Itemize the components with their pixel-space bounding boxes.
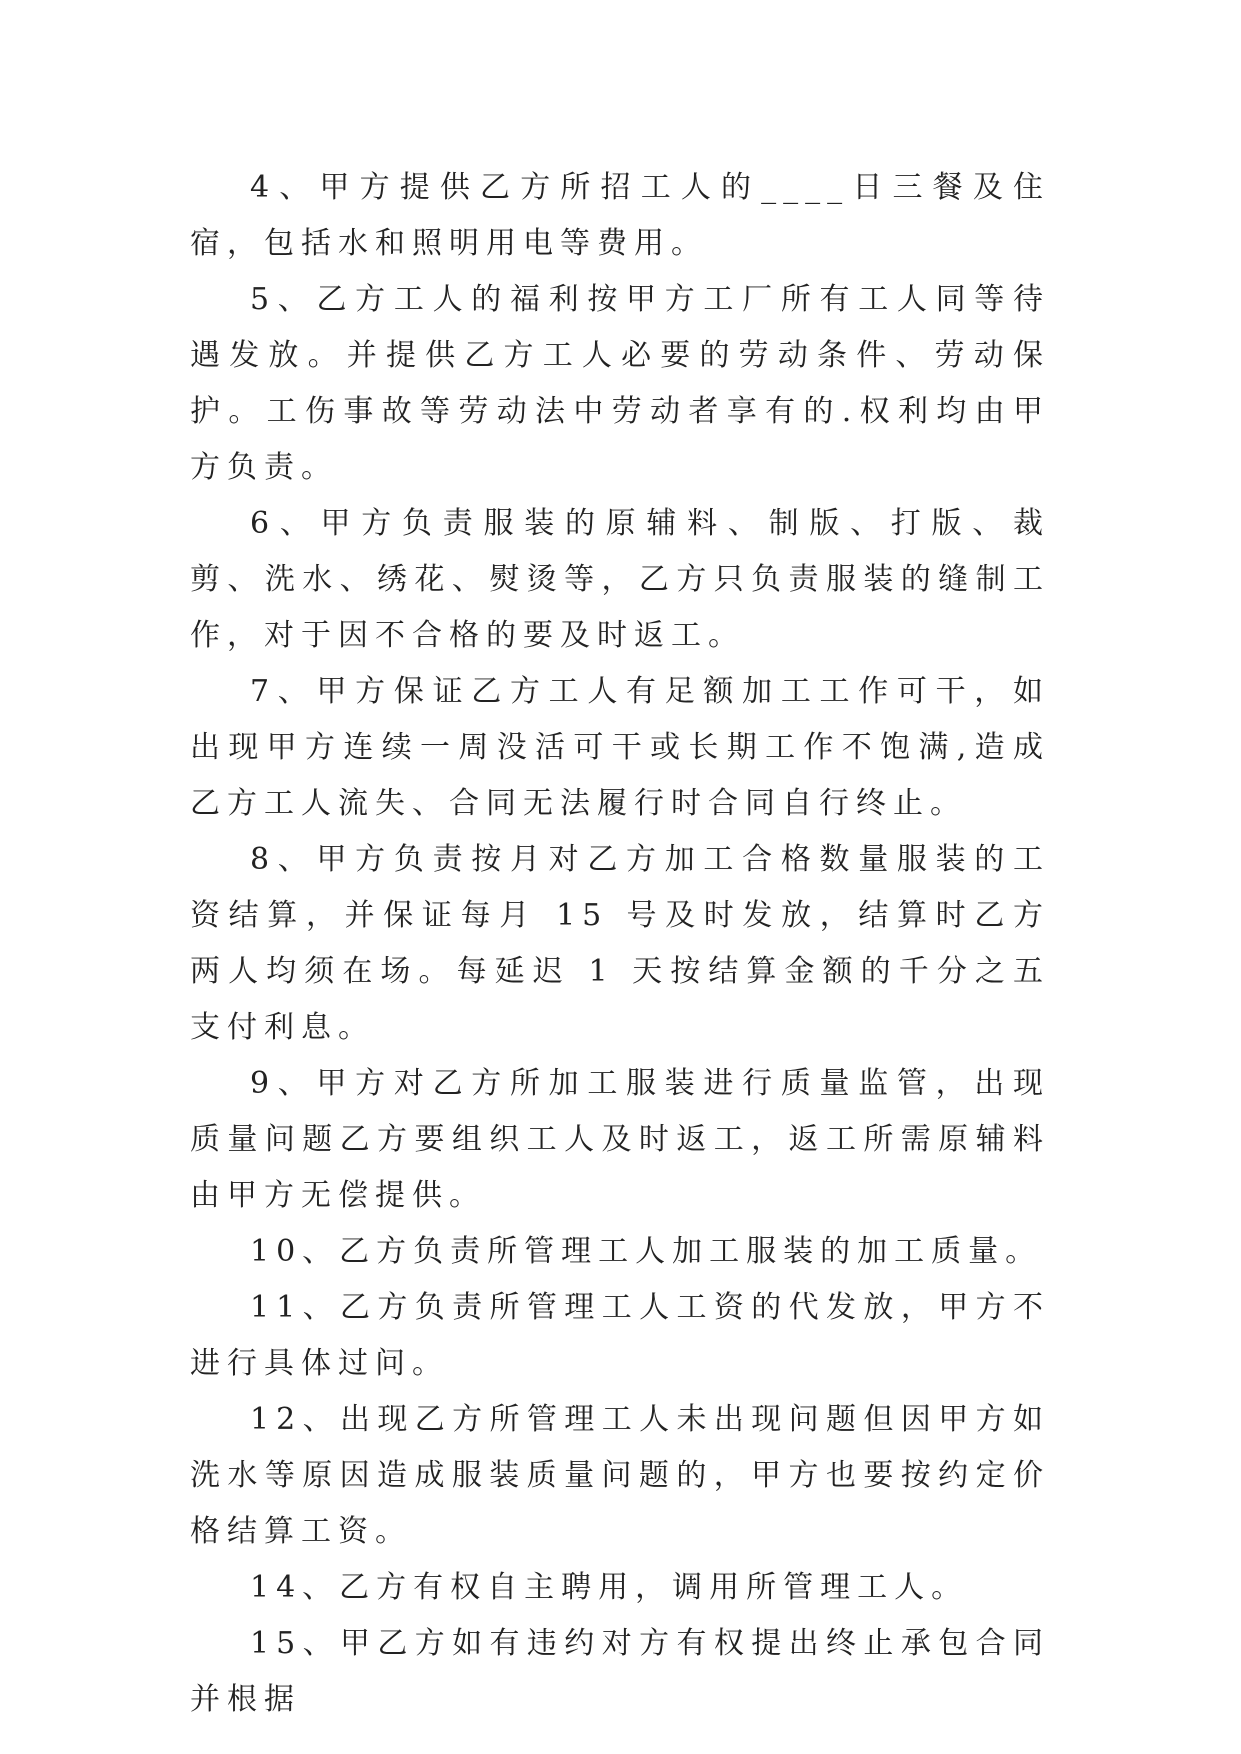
document-body	[190, 160, 1050, 1728]
clause-10: 10、乙方负责所管理工人加工服装的加工质量。	[250, 1234, 1043, 1269]
clause-14: 14、乙方有权自主聘用，调用所管理工人。	[250, 1570, 969, 1605]
clause-11: 11、乙方负责所管理工人工资的代发放，甲方不进行具体过问。	[190, 1290, 1050, 1381]
clause-4: 4、甲方提供乙方所招工人的____日三餐及住宿，包括水和照明用电等费用。	[190, 170, 1050, 261]
clause-7: 7、甲方保证乙方工人有足额加工工作可干，如出现甲方连续一周没活可干或长期工作不饱满,造成乙方工人流失、合同无法履行时合同自行终止。	[190, 674, 1050, 821]
clause-15: 15、甲乙方如有违约对方有权提出终止承包合同并根据	[190, 1626, 1050, 1717]
clause-6: 6、甲方负责服装的原辅料、制版、打版、裁剪、洗水、绣花、熨烫等，乙方只负责服装的缝制工作，对于因不合格的要及时返工。	[190, 506, 1050, 653]
clause-12: 12、出现乙方所管理工人未出现问题但因甲方如洗水等原因造成服装质量问题的，甲方也要按约定价格结算工资。	[190, 1402, 1050, 1549]
clause-5: 5、乙方工人的福利按甲方工厂所有工人同等待遇发放。并提供乙方工人必要的劳动条件、劳动保护。工伤事故等劳动法中劳动者享有的.权利均由甲方负责。	[190, 282, 1050, 485]
clause-9: 9、甲方对乙方所加工服装进行质量监管，出现质量问题乙方要组织工人及时返工，返工所需原辅料由甲方无偿提供。	[190, 1066, 1050, 1213]
clause-8: 8、甲方负责按月对乙方加工合格数量服装的工资结算，并保证每月 15 号及时发放，结算时乙方两人均须在场。每延迟 1 天按结算金额的千分之五支付利息。	[190, 842, 1050, 1045]
